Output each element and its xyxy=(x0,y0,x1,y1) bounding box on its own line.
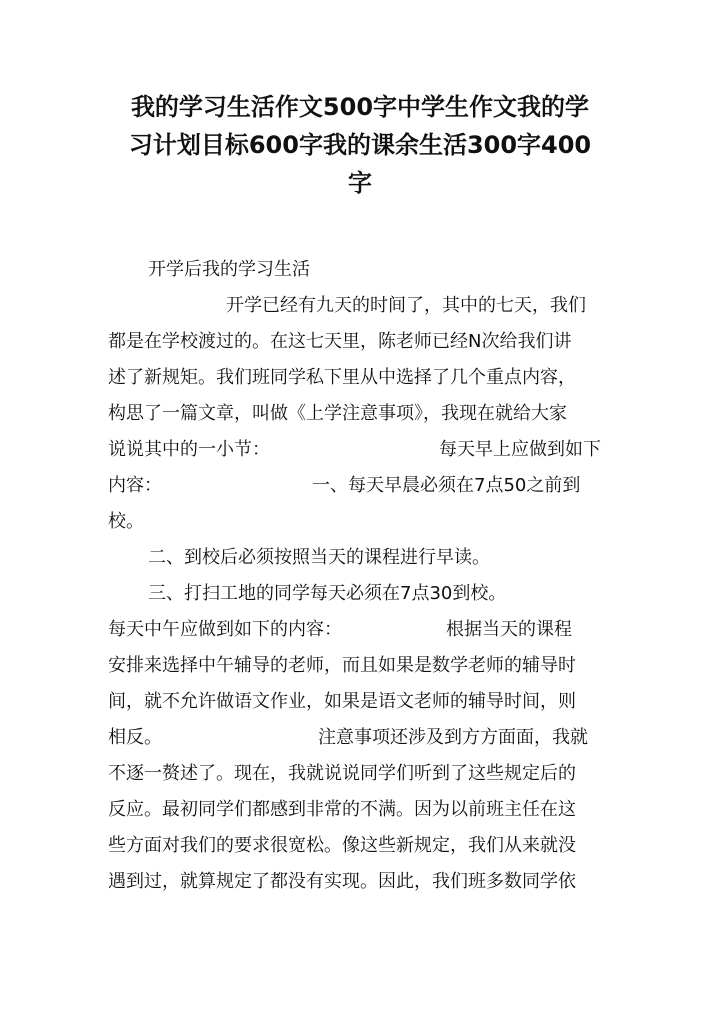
text-line: 不逐一赘述了。现在，我就说说同学们听到了这些规定后的 xyxy=(108,763,576,784)
text-line: 反应。最初同学们都感到非常的不满。因为以前班主任在这 xyxy=(108,799,576,820)
text-fragment: 注意事项还涉及到方方面面，我就 xyxy=(318,727,588,748)
document-title xyxy=(100,88,620,202)
text-line: 述了新规矩。我们班同学私下里从中选择了几个重点内容， xyxy=(108,367,576,388)
text-line: 安排来选择中午辅导的老师，而且如果是数学老师的辅导时 xyxy=(108,655,576,676)
text-line xyxy=(108,468,612,504)
text-line: 都是在学校渡过的。在这七天里，陈老师已经N次给我们讲 xyxy=(108,331,572,352)
text-line: 间，就不允许做语文作业，如果是语文老师的辅导时间，则 xyxy=(108,691,576,712)
text-line: 构思了一篇文章，叫做《上学注意事项》，我现在就给大家 xyxy=(108,403,567,424)
text-line: 校。 xyxy=(108,511,144,532)
title-line: 习计划目标600字我的课余生活300字400 xyxy=(128,131,592,159)
text-line: 遇到过，就算规定了都没有实现。因此，我们班多数同学依 xyxy=(108,871,576,892)
text-line: 二、到校后必须按照当天的课程进行早读。 xyxy=(148,547,490,568)
text-line xyxy=(108,432,612,468)
text-line xyxy=(108,612,612,648)
text-fragment: 每天中午应做到如下的内容： xyxy=(108,619,342,640)
text-fragment: 相反。 xyxy=(108,727,162,748)
text-line: 些方面对我们的要求很宽松。像这些新规定，我们从来就没 xyxy=(108,835,576,856)
text-fragment: 每天早上应做到如下 xyxy=(439,439,601,460)
text-line xyxy=(108,720,612,756)
text-line: 三、打扫工地的同学每天必须在7点30到校。 xyxy=(148,583,507,604)
title-line: 字 xyxy=(348,169,372,197)
text-fragment: 一、每天早晨必须在7点50之前到 xyxy=(312,475,581,496)
text-fragment: 说说其中的一小节： xyxy=(108,439,270,460)
text-fragment: 根据当天的课程 xyxy=(446,619,572,640)
title-line: 我的学习生活作文500字中学生作文我的学 xyxy=(130,93,590,121)
text-fragment: 内容： xyxy=(108,475,162,496)
document-body xyxy=(108,252,612,900)
section-heading: 开学后我的学习生活 xyxy=(148,259,310,280)
text-line: 开学已经有九天的时间了，其中的七天，我们 xyxy=(226,295,586,316)
